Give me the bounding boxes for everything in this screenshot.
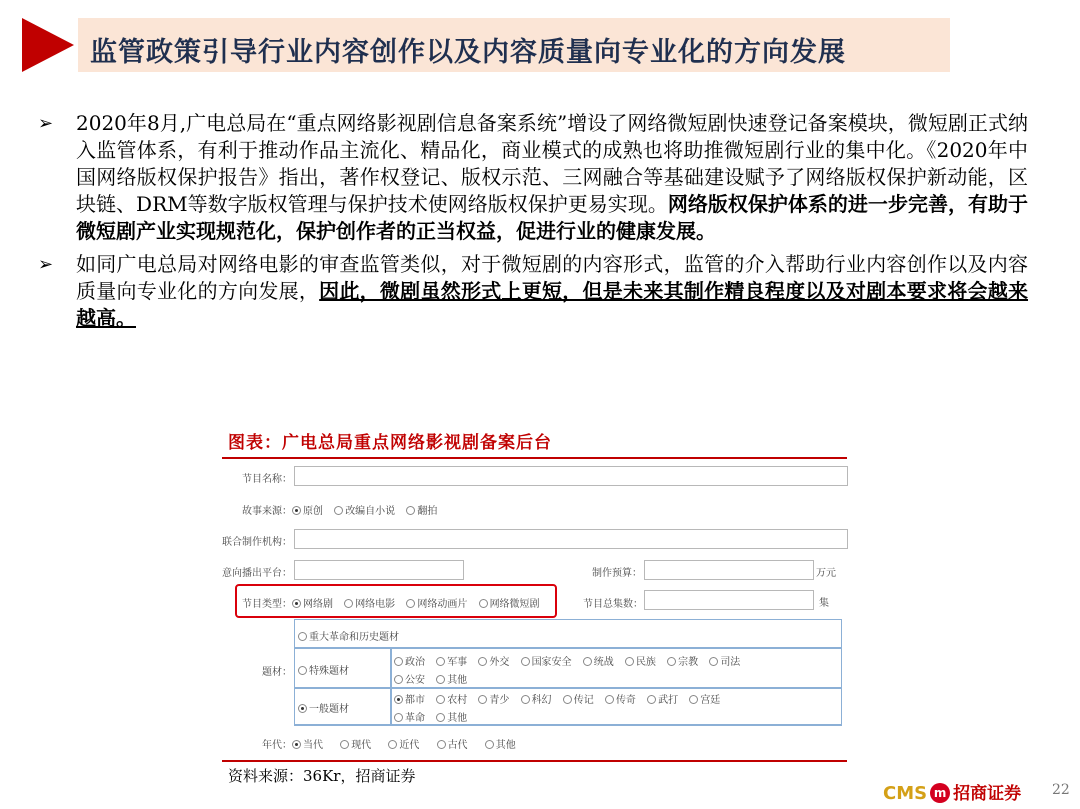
radio-icon	[478, 657, 487, 666]
era-option: 现代	[340, 736, 371, 751]
theme-option: 其他	[436, 709, 467, 724]
radio-icon	[388, 740, 397, 749]
radio-icon	[406, 599, 415, 608]
theme-special-options-row1	[394, 653, 748, 668]
theme-option: 宗教	[667, 653, 698, 668]
episodes-unit: 集	[819, 598, 829, 609]
theme-option: 武打	[647, 691, 678, 706]
theme-special-option: 特殊题材	[298, 662, 349, 677]
radio-icon	[394, 657, 403, 666]
platform-label: 意向播出平台：	[222, 568, 292, 579]
theme-option: 民族	[625, 653, 656, 668]
figure-bottom-rule	[222, 760, 847, 762]
radio-icon	[605, 695, 614, 704]
episodes-input	[644, 590, 814, 610]
program-type-options	[292, 595, 548, 610]
arrow-bullet-icon: ➢	[38, 113, 54, 134]
radio-icon	[340, 740, 349, 749]
radio-icon	[394, 713, 403, 722]
bullet-2-bold-text: 因此，微剧虽然形式上更短，但是未来其制作精良程度以及对剧本要求将会越来越高。	[76, 279, 1029, 330]
radio-icon	[394, 695, 403, 704]
radio-icon	[334, 506, 343, 515]
radio-icon	[436, 695, 445, 704]
title-arrow-icon	[22, 18, 74, 72]
theme-option: 外交	[478, 653, 509, 668]
theme-option: 政治	[394, 653, 425, 668]
bullet-1-bold-text: 网络版权保护体系的进一步完善，有助于微短剧产业实现规范化，保护创作者的正当权益，促进行业的健康发展。	[76, 192, 1029, 243]
radio-icon	[689, 695, 698, 704]
theme-label: 题材：	[262, 667, 292, 678]
radio-icon	[436, 675, 445, 684]
theme-general-option: 一般题材	[298, 700, 349, 715]
theme-option: 农村	[436, 691, 467, 706]
bullet-item-2	[38, 251, 1028, 332]
page-title: 监管政策引导行业内容创作以及内容质量向专业化的方向发展	[90, 37, 846, 68]
radio-icon	[292, 599, 301, 608]
era-label: 年代：	[262, 740, 292, 751]
bullet-2-text: 如同广电总局对网络电影的审查监管类似，对于微短剧的内容形式，监管的介入帮助行业内容创作以及内容质量向专业化的方向发展，	[76, 252, 1028, 303]
figure-top-rule	[222, 457, 847, 459]
program-name-input	[294, 466, 848, 486]
theme-option: 国家安全	[521, 653, 572, 668]
cms-logo	[883, 779, 1021, 804]
bullet-1-text: 2020年8月,广电总局在“重点网络影视剧信息备案系统”增设了网络微短剧快速登记备案模块，微短剧正式纳入监管体系，有利于推动作品主流化、精品化，商业模式的成熟也将助推微短剧行业的集中化。《2020年中国网络版权保护报告》指出，著作权登记、版权示范、三网融合等基础建设赋予了网络版权保护新动能，区块链、DRM等数字版权管理与保护技术使网络版权保护更易实现。	[76, 111, 1028, 216]
theme-option: 传奇	[605, 691, 636, 706]
radio-icon	[563, 695, 572, 704]
era-option: 当代	[292, 736, 323, 751]
radio-icon	[436, 657, 445, 666]
radio-icon	[521, 657, 530, 666]
radio-icon	[292, 506, 301, 515]
program-type-option: 网络电影	[344, 595, 395, 610]
radio-icon	[394, 675, 403, 684]
radio-icon	[583, 657, 592, 666]
arrow-bullet-icon: ➢	[38, 254, 54, 275]
radio-icon	[478, 695, 487, 704]
source-note: 资料来源：36Kr，招商证券	[228, 767, 416, 785]
program-type-option: 网络动画片	[406, 595, 467, 610]
radio-icon	[344, 599, 353, 608]
program-type-option: 网络剧	[292, 595, 333, 610]
budget-label: 制作预算：	[592, 568, 642, 579]
radio-icon	[647, 695, 656, 704]
radio-icon	[298, 704, 307, 713]
story-source-label: 故事来源：	[242, 506, 292, 517]
theme-option: 司法	[709, 653, 740, 668]
radio-icon	[709, 657, 718, 666]
story-source-option: 改编自小说	[334, 502, 395, 517]
radio-icon	[485, 740, 494, 749]
radio-icon	[625, 657, 634, 666]
theme-general-options-row1	[394, 691, 728, 706]
story-source-option: 原创	[292, 502, 323, 517]
radio-icon	[298, 632, 307, 641]
co-producer-input	[294, 529, 848, 549]
radio-icon	[292, 740, 301, 749]
radio-icon	[406, 506, 415, 515]
theme-option: 革命	[394, 709, 425, 724]
theme-option: 传记	[563, 691, 594, 706]
era-option: 近代	[388, 736, 419, 751]
theme-option: 宫廷	[689, 691, 720, 706]
program-type-label: 节目类型：	[242, 599, 292, 610]
radio-icon	[437, 740, 446, 749]
theme-option: 统战	[583, 653, 614, 668]
budget-unit: 万元	[816, 568, 836, 579]
radio-icon	[667, 657, 676, 666]
figure-title: 图表：广电总局重点网络影视剧备案后台	[228, 433, 552, 453]
theme-option: 其他	[436, 671, 467, 686]
logo-mark-icon: m	[930, 783, 950, 803]
theme-option: 科幻	[521, 691, 552, 706]
logo-chinese: 招商证券	[953, 784, 1022, 804]
radio-icon	[479, 599, 488, 608]
radio-icon	[521, 695, 530, 704]
story-source-option: 翻拍	[406, 502, 437, 517]
platform-input	[294, 560, 464, 580]
bullet-item-1	[38, 110, 1028, 245]
budget-input	[644, 560, 814, 580]
program-name-label: 节目名称：	[242, 474, 292, 485]
theme-general-options-row2	[394, 709, 475, 724]
era-options	[292, 736, 530, 751]
logo-latin: CMS	[883, 783, 928, 804]
era-option: 古代	[437, 736, 468, 751]
bullet-list	[38, 110, 1028, 338]
filing-form-screenshot	[222, 462, 847, 758]
page-number: 22	[1052, 782, 1070, 798]
theme-option: 都市	[394, 691, 425, 706]
co-producer-label: 联合制作机构：	[222, 537, 292, 548]
program-type-option: 网络微短剧	[479, 595, 540, 610]
theme-option: 军事	[436, 653, 467, 668]
theme-major-option: 重大革命和历史题材	[298, 628, 399, 643]
theme-option: 青少	[478, 691, 509, 706]
era-option: 其他	[485, 736, 516, 751]
radio-icon	[436, 713, 445, 722]
episodes-label: 节目总集数：	[583, 599, 643, 610]
theme-special-options-row2	[394, 671, 475, 686]
radio-icon	[298, 666, 307, 675]
story-source-options	[292, 502, 445, 517]
theme-option: 公安	[394, 671, 425, 686]
